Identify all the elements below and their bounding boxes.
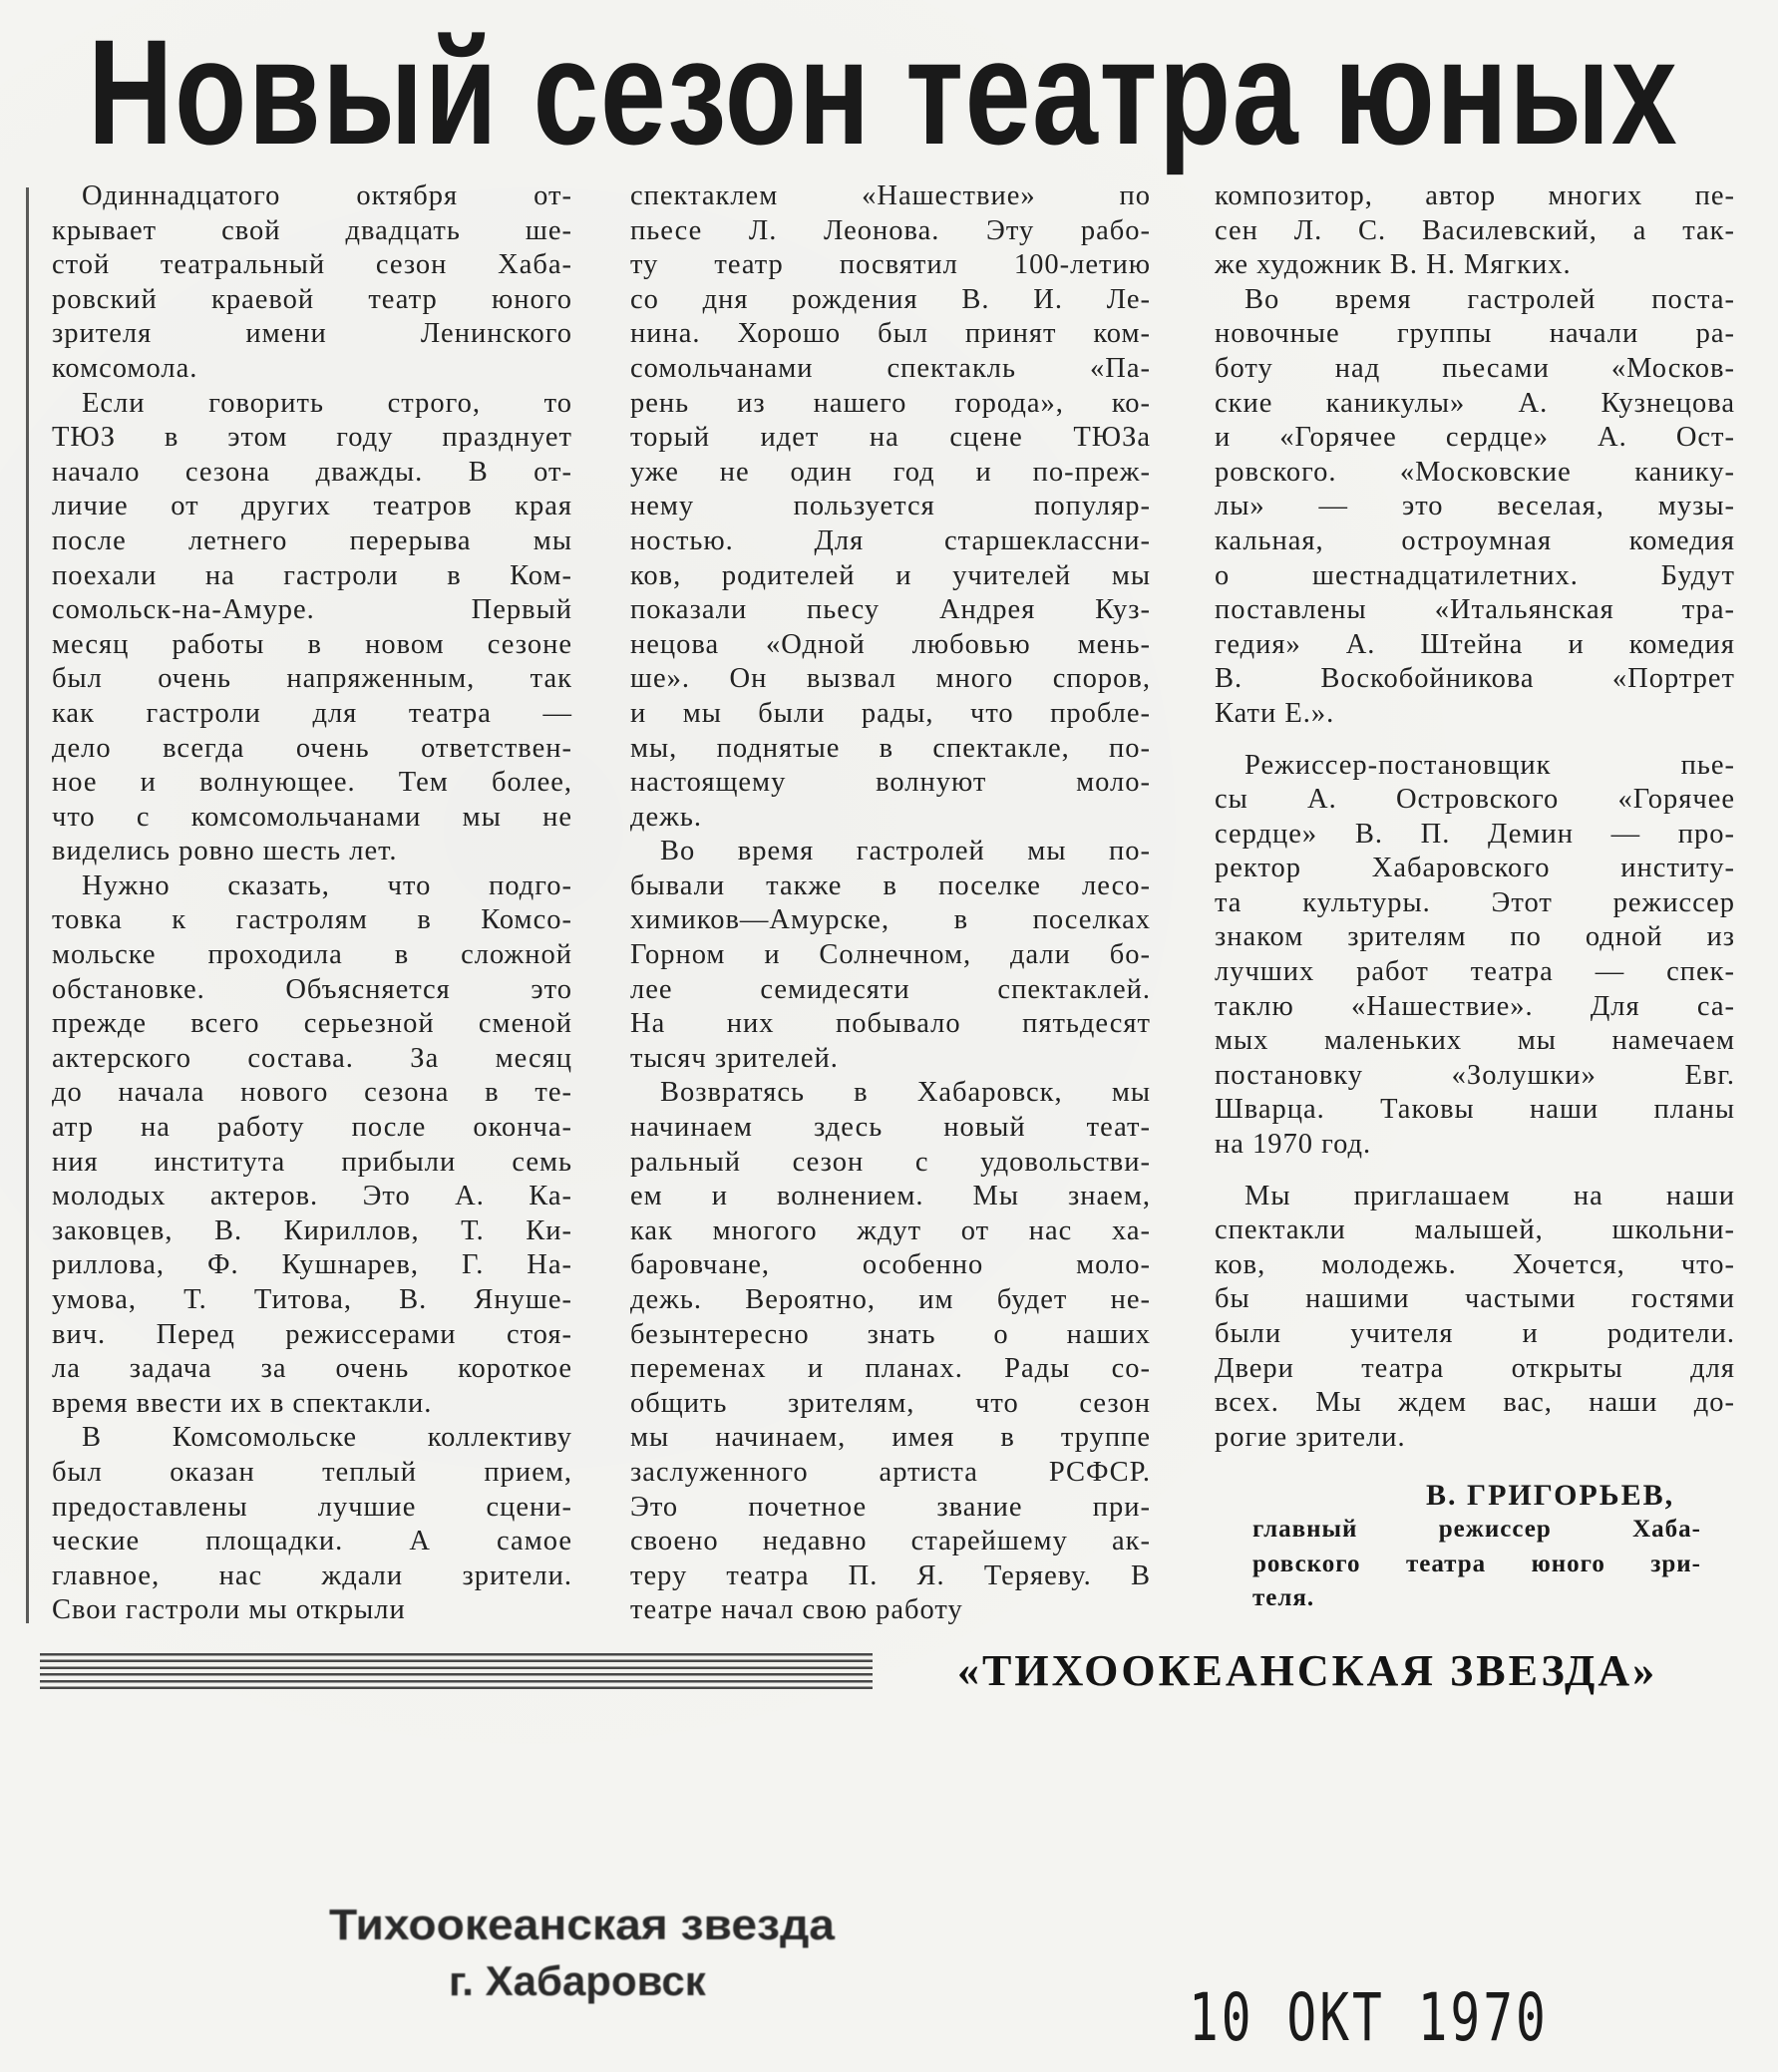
article-text-line: дело всегда очень ответствен- xyxy=(52,732,572,764)
article-text-line: бывали также в поселке лесо- xyxy=(630,869,1151,901)
article-text-line: В. Воскобойникова «Портрет xyxy=(1215,663,1735,695)
article-text-line: та культуры. Этот режиссер xyxy=(1215,886,1735,918)
article-text-line: заслуженного артиста РСФСР. xyxy=(630,1456,1151,1488)
article-text-line: театре начал свою работу xyxy=(630,1594,963,1626)
article-text-line: актерского состава. За месяц xyxy=(52,1042,572,1074)
article-text-line: начинаем здесь новый теат- xyxy=(630,1112,1151,1144)
article-text-line: комсомола. xyxy=(52,352,198,384)
article-text-line: как гастроли для театра — xyxy=(52,697,572,729)
article-text-line: товка к гастролям в Комсо- xyxy=(52,904,572,936)
paragraph-gap xyxy=(1215,1163,1735,1180)
article-text-line: торый идет на сцене ТЮЗа xyxy=(630,422,1151,454)
author-role xyxy=(1252,1513,1701,1616)
article-text-line: постановку «Золушки» Евг. xyxy=(1215,1059,1735,1091)
article-text-line: настоящему волнуют моло- xyxy=(630,767,1151,799)
article-text-line: был оказан теплый прием, xyxy=(52,1456,572,1488)
article-text-line: общить зрителям, что сезон xyxy=(630,1387,1151,1419)
article-text-line: обстановке. Объясняется это xyxy=(52,973,572,1005)
article-text-line: Во время гастролей поста- xyxy=(1245,283,1735,315)
article-text-line: умова, Т. Титова, В. Януше- xyxy=(52,1284,572,1315)
article-text-line: ностью. Для старшеклассни- xyxy=(630,524,1151,556)
article-text-line: были учителя и родители. xyxy=(1215,1318,1735,1349)
article-text-line: знаком зрителям по одной из xyxy=(1215,921,1735,953)
article-text-line: ков, молодежь. Хочется, что- xyxy=(1215,1248,1735,1280)
article-text-line: лее семидесяти спектаклей. xyxy=(630,973,1151,1005)
newspaper-source: «ТИХООКЕАНСКАЯ ЗВЕЗДА» xyxy=(957,1646,1658,1695)
article-text-line: нина. Хорошо был принят ком- xyxy=(630,318,1151,350)
article-text-line: таклю «Нашествие». Для са- xyxy=(1215,990,1735,1022)
article-text-line: сердце» В. П. Демин — про- xyxy=(1215,818,1735,850)
article-text-line: На них побывало пятьдесят xyxy=(630,1008,1151,1040)
article-text-line: Двери театра открыты для xyxy=(1215,1352,1735,1384)
article-text-line: композитор, автор многих пе- xyxy=(1215,180,1735,211)
article-text-line: кальная, остроумная комедия xyxy=(1215,524,1735,556)
article-text-line: ное и волнующее. Тем более, xyxy=(52,767,572,799)
article-text-line: и «Горячее сердце» А. Ост- xyxy=(1215,422,1735,454)
article-text-line: риллова, Ф. Кушнарев, Г. На- xyxy=(52,1249,572,1281)
article-text-line: о шестнадцатилетних. Будут xyxy=(1215,559,1735,591)
article-text-line: мых маленьких мы намечаем xyxy=(1215,1025,1735,1057)
article-text-line: молодых актеров. Это А. Ка- xyxy=(52,1181,572,1212)
decorative-hatched-rule xyxy=(40,1653,873,1693)
article-text-line: бы нашими частыми гостями xyxy=(1215,1283,1735,1315)
article-text-line: сомольск-на-Амуре. Первый xyxy=(52,594,572,626)
article-text-line: нецова «Одной любовью мень- xyxy=(630,628,1151,660)
article-text-line: личие от других театров края xyxy=(52,491,572,522)
article-text-line: Одиннадцатого октября от- xyxy=(82,180,572,211)
stamp-city: г. Хабаровск xyxy=(449,1957,706,2004)
article-text-line: что с комсомольчанами мы не xyxy=(52,801,572,833)
article-text-line: дежь. Вероятно, им будет не- xyxy=(630,1284,1151,1315)
article-column-1 xyxy=(52,179,572,1628)
article-text-line: химиков—Амурске, в поселках xyxy=(630,904,1151,936)
article-text-line: до начала нового сезона в те- xyxy=(52,1077,572,1109)
article-text-line: ту театр посвятил 100-летию xyxy=(630,249,1151,281)
article-text-line: Это почетное звание при- xyxy=(630,1491,1151,1523)
article-text-line: время ввести их в спектакли. xyxy=(52,1387,433,1419)
article-text-line: уже не один год и по-преж- xyxy=(630,456,1151,488)
article-text-line: пьесе Л. Леонова. Эту рабо- xyxy=(630,214,1151,246)
article-text-line: показали пьесу Андрея Куз- xyxy=(630,594,1151,626)
article-text-line: своено недавно старейшему ак- xyxy=(630,1526,1151,1557)
article-text-line: спектаклем «Нашествие» по xyxy=(630,180,1151,211)
article-text-line: месяц работы в новом сезоне xyxy=(52,628,572,660)
article-text-line: ректор Хабаровского институ- xyxy=(1215,853,1735,884)
article-text-line: со дня рождения В. И. Ле- xyxy=(630,283,1151,315)
author-role-line: ровского театра юного зри- xyxy=(1252,1550,1701,1577)
article-text-line: атр на работу после оконча- xyxy=(52,1112,572,1144)
paragraph-gap xyxy=(1215,732,1735,749)
article-text-line: баровчане, особенно моло- xyxy=(630,1249,1151,1281)
author-role-line: теля. xyxy=(1252,1584,1315,1612)
article-headline: Новый сезон театра юных xyxy=(88,8,1679,175)
article-text-line: ровский краевой театр юного xyxy=(52,283,572,315)
article-text-line: Возвратясь в Хабаровск, мы xyxy=(660,1077,1151,1109)
article-text-line: ТЮЗ в этом году празднует xyxy=(52,422,572,454)
article-text-line: как многого ждут от нас ха- xyxy=(630,1214,1151,1246)
article-text-line: Нужно сказать, что подго- xyxy=(82,869,572,901)
article-text-line: переменах и планах. Рады со- xyxy=(630,1353,1151,1385)
article-text-line: спектакли малышей, школьни- xyxy=(1215,1214,1735,1246)
author-role-line: главный режиссер Хаба- xyxy=(1252,1516,1701,1543)
article-text-line: после летнего перерыва мы xyxy=(52,524,572,556)
article-text-line: ем и волнением. Мы знаем, xyxy=(630,1181,1151,1212)
article-text-line: зрителя имени Ленинского xyxy=(52,318,572,350)
article-text-line: ла задача за очень короткое xyxy=(52,1353,572,1385)
article-text-line: ральный сезон с удовольстви- xyxy=(630,1146,1151,1178)
article-text-line: же художник В. Н. Мягких. xyxy=(1215,249,1572,281)
article-text-line: мольске проходила в сложной xyxy=(52,939,572,971)
article-text-line: поставлены «Итальянская тра- xyxy=(1215,594,1735,626)
article-text-line: и мы были рады, что пробле- xyxy=(630,697,1151,729)
article-text-line: боту над пьесами «Москов- xyxy=(1215,352,1735,384)
article-text-line: Шварца. Таковы наши планы xyxy=(1215,1094,1735,1126)
article-text-line: Режиссер-постановщик пье- xyxy=(1245,749,1735,781)
article-text-line: Кати Е.». xyxy=(1215,697,1335,729)
article-text-line: на 1970 год. xyxy=(1215,1129,1372,1161)
article-column-3 xyxy=(1215,179,1735,1455)
column-border-line xyxy=(26,187,29,1623)
article-text-line: был очень напряженным, так xyxy=(52,663,572,695)
article-text-line: ровского. «Московские канику- xyxy=(1215,456,1735,488)
article-text-line: лучших работ театра — спек- xyxy=(1215,956,1735,988)
article-text-line: ские каникулы» А. Кузнецова xyxy=(1215,387,1735,419)
article-text-line: В Комсомольске коллективу xyxy=(82,1422,572,1454)
article-text-line: новочные группы начали ра- xyxy=(1215,318,1735,350)
article-text-line: поехали на гастроли в Ком- xyxy=(52,559,572,591)
article-text-line: мы начинаем, имея в труппе xyxy=(630,1422,1151,1454)
stamp-date: 10 ОКТ 1970 xyxy=(1189,1979,1549,2056)
article-text-line: ше». Он вызвал много споров, xyxy=(630,663,1151,695)
stamp-newspaper-name: Тихоокеанская звезда xyxy=(329,1900,836,1949)
article-text-line: Во время гастролей мы по- xyxy=(660,836,1151,867)
article-text-line: Мы приглашаем на наши xyxy=(1245,1180,1735,1211)
article-text-line: рогие зрители. xyxy=(1215,1421,1406,1453)
article-text-line: Горном и Солнечном, дали бо- xyxy=(630,939,1151,971)
article-text-line: рень из нашего города», ко- xyxy=(630,387,1151,419)
article-text-line: гедия» А. Штейна и комедия xyxy=(1215,628,1735,660)
article-text-line: мы, поднятые в спектакле, по- xyxy=(630,732,1151,764)
article-text-line: стой театральный сезон Хаба- xyxy=(52,249,572,281)
article-text-line: вич. Перед режиссерами стоя- xyxy=(52,1318,572,1350)
article-text-line: крывает свой двадцать ше- xyxy=(52,214,572,246)
article-text-line: главное, нас ждали зрители. xyxy=(52,1559,572,1591)
article-text-line: ния института прибыли семь xyxy=(52,1146,572,1178)
article-text-line: нему пользуется популяр- xyxy=(630,491,1151,522)
article-text-line: сен Л. С. Василевский, а так- xyxy=(1215,214,1735,246)
article-text-line: виделись ровно шесть лет. xyxy=(52,836,398,867)
article-text-line: Если говорить строго, то xyxy=(82,387,572,419)
article-text-line: ков, родителей и учителей мы xyxy=(630,559,1151,591)
article-column-2 xyxy=(630,179,1151,1628)
article-text-line: заковцев, В. Кириллов, Т. Ки- xyxy=(52,1214,572,1246)
article-text-line: прежде всего серьезной сменой xyxy=(52,1008,572,1040)
article-text-line: теру театра П. Я. Теряеву. В xyxy=(630,1559,1151,1591)
article-text-line: ческие площадки. А самое xyxy=(52,1526,572,1557)
article-text-line: сомольчанами спектакль «Па- xyxy=(630,352,1151,384)
article-text-line: Свои гастроли мы открыли xyxy=(52,1594,406,1626)
article-text-line: всех. Мы ждем вас, наши до- xyxy=(1215,1387,1735,1419)
article-text-line: дежь. xyxy=(630,801,702,833)
article-text-line: тысяч зрителей. xyxy=(630,1042,839,1074)
article-text-line: лы» — это веселая, музы- xyxy=(1215,491,1735,522)
article-text-line: предоставлены лучшие сцени- xyxy=(52,1491,572,1523)
article-text-line: начало сезона дважды. В от- xyxy=(52,456,572,488)
article-text-line: сы А. Островского «Горячее xyxy=(1215,784,1735,816)
author-name: В. ГРИГОРЬЕВ, xyxy=(1426,1479,1675,1512)
article-text-line: безынтересно знать о наших xyxy=(630,1318,1151,1350)
